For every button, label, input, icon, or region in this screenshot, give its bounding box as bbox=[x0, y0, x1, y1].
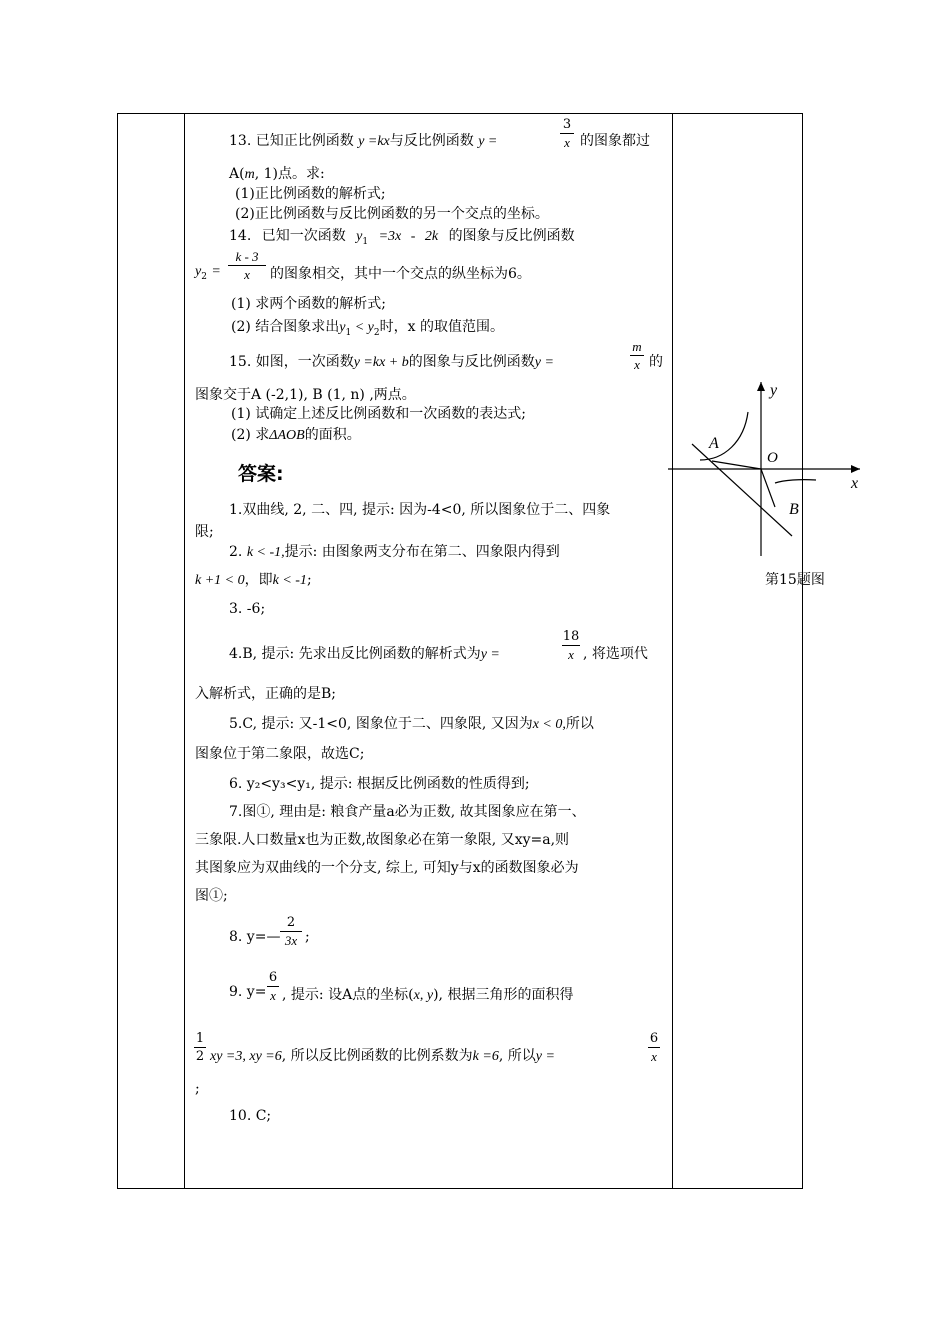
table-top-border bbox=[117, 113, 803, 114]
q13-text: 13. 已知正比例函数 bbox=[229, 133, 354, 149]
q15-points: 图象交于A (-2,1), B (1, n) ,两点。 bbox=[195, 387, 416, 403]
q14-part-2: (2) 结合图象求出$y_1 < y_2$时，x 的取值范围。 bbox=[231, 319, 504, 338]
answer-2: 2. k < -1,提示: 由图象两支分布在第二、四象限内得到 bbox=[229, 544, 560, 560]
q15-eq-inverse: y = bbox=[534, 355, 554, 370]
q15-part-1: (1) 试确定上述反比例函数和一次函数的表达式; bbox=[231, 406, 526, 422]
answer-9-cont: xy =3, xy =6, 所以反比例函数的比例系数为k =6, 所以y = bbox=[210, 1048, 555, 1064]
q13-fraction: 3 x bbox=[560, 117, 574, 150]
q14-eq-linear: =3x - 2k bbox=[378, 229, 439, 244]
answer-9-fraction-2: 6 x bbox=[649, 1031, 659, 1064]
answer-6: 6. y₂<y₃<y₁, 提示: 根据反比例函数的性质得到; bbox=[229, 776, 530, 792]
table-left-border bbox=[117, 113, 118, 1189]
label-x: x bbox=[851, 475, 859, 492]
q13-part-1: (1)正比例函数的解析式; bbox=[235, 186, 386, 202]
label-b: B bbox=[789, 501, 799, 518]
q14-text: 的图象相交，其中一个交点的纵坐标为6。 bbox=[270, 266, 531, 282]
segment-oa bbox=[712, 461, 761, 469]
answer-1: 1.双曲线, 2, 二、四, 提示: 因为-4<0, 所以图象位于二、四象 bbox=[229, 502, 611, 518]
q13-part-2: (2)正比例函数与反比例函数的另一个交点的坐标。 bbox=[235, 206, 549, 222]
label-y: y bbox=[770, 382, 778, 399]
answer-7-cont: 三象限.人口数量x也为正数,故图象必在第一象限, 又xy=a,则 bbox=[195, 832, 570, 848]
answer-3: 3. -6; bbox=[229, 601, 266, 617]
answer-9-half: 1 2 bbox=[195, 1031, 205, 1064]
q15-fraction: m x bbox=[630, 339, 644, 372]
answer-5-cont: 图象位于第二象限，故选C; bbox=[195, 746, 365, 762]
answer-7-cont: 其图象应为双曲线的一个分支, 综上, 可知y与x的函数图象必为 bbox=[195, 860, 579, 876]
q13-eq-proportional: y =kx bbox=[358, 134, 390, 149]
q14-part-1: (1) 求两个函数的解析式; bbox=[231, 296, 386, 312]
q13-var-m: m bbox=[244, 167, 255, 182]
q13-eq-inverse: y = bbox=[478, 134, 498, 149]
q14-fraction: k - 3 x bbox=[228, 249, 266, 282]
q13-text: 的图象都过 bbox=[580, 133, 650, 149]
q15-part-2: (2) 求ΔAOB的面积。 bbox=[231, 427, 361, 443]
answer-7: 7.图①, 理由是: 粮食产量a必为正数, 故其图象应在第一、 bbox=[229, 804, 586, 820]
answer-10: 10. C; bbox=[229, 1108, 272, 1124]
q14-text: 14. 已知一次函数 bbox=[229, 228, 346, 244]
answer-8-fraction: 2 3x bbox=[280, 915, 302, 948]
answer-4-fraction: 18 x bbox=[562, 629, 580, 662]
answers-heading: 答案: bbox=[238, 463, 284, 485]
hyperbola-branch-upper-left bbox=[700, 412, 748, 460]
table-col-divider-1 bbox=[184, 113, 185, 1189]
label-o: O bbox=[767, 450, 778, 466]
answer-9: 9. y= bbox=[229, 984, 267, 1000]
figure-caption: 第15题图 bbox=[765, 572, 825, 588]
table-bottom-border bbox=[117, 1188, 803, 1189]
segment-ob bbox=[761, 469, 775, 507]
q15-eq-linear: y =kx + b bbox=[353, 355, 409, 370]
table-right-border bbox=[802, 113, 803, 1189]
answer-4: 4.B, 提示: 先求出反比例函数的解析式为y = bbox=[229, 646, 500, 662]
q13-text: 与反比例函数 bbox=[389, 133, 474, 149]
table-col-divider-2 bbox=[672, 113, 673, 1189]
answer-2-cont: k +1 < 0，即k < -1; bbox=[195, 572, 312, 588]
answer-9-fraction: 6 x bbox=[268, 970, 278, 1003]
answer-8: 8. y=— bbox=[229, 929, 281, 945]
q13-point-a: A( bbox=[229, 166, 245, 182]
hyperbola-branch-lower-right bbox=[775, 480, 816, 483]
label-a: A bbox=[709, 435, 719, 452]
answer-1-cont: 限; bbox=[195, 524, 214, 540]
q15-text: 15. 如图，一次函数 bbox=[229, 354, 354, 370]
answer-4-cont: 入解析式，正确的是B; bbox=[195, 686, 337, 702]
question-15-figure bbox=[664, 376, 864, 562]
answer-7-cont: 图①; bbox=[195, 888, 228, 904]
answer-5: 5.C, 提示: 又-1<0, 图象位于二、四象限, 又因为x < 0,所以 bbox=[229, 716, 594, 732]
